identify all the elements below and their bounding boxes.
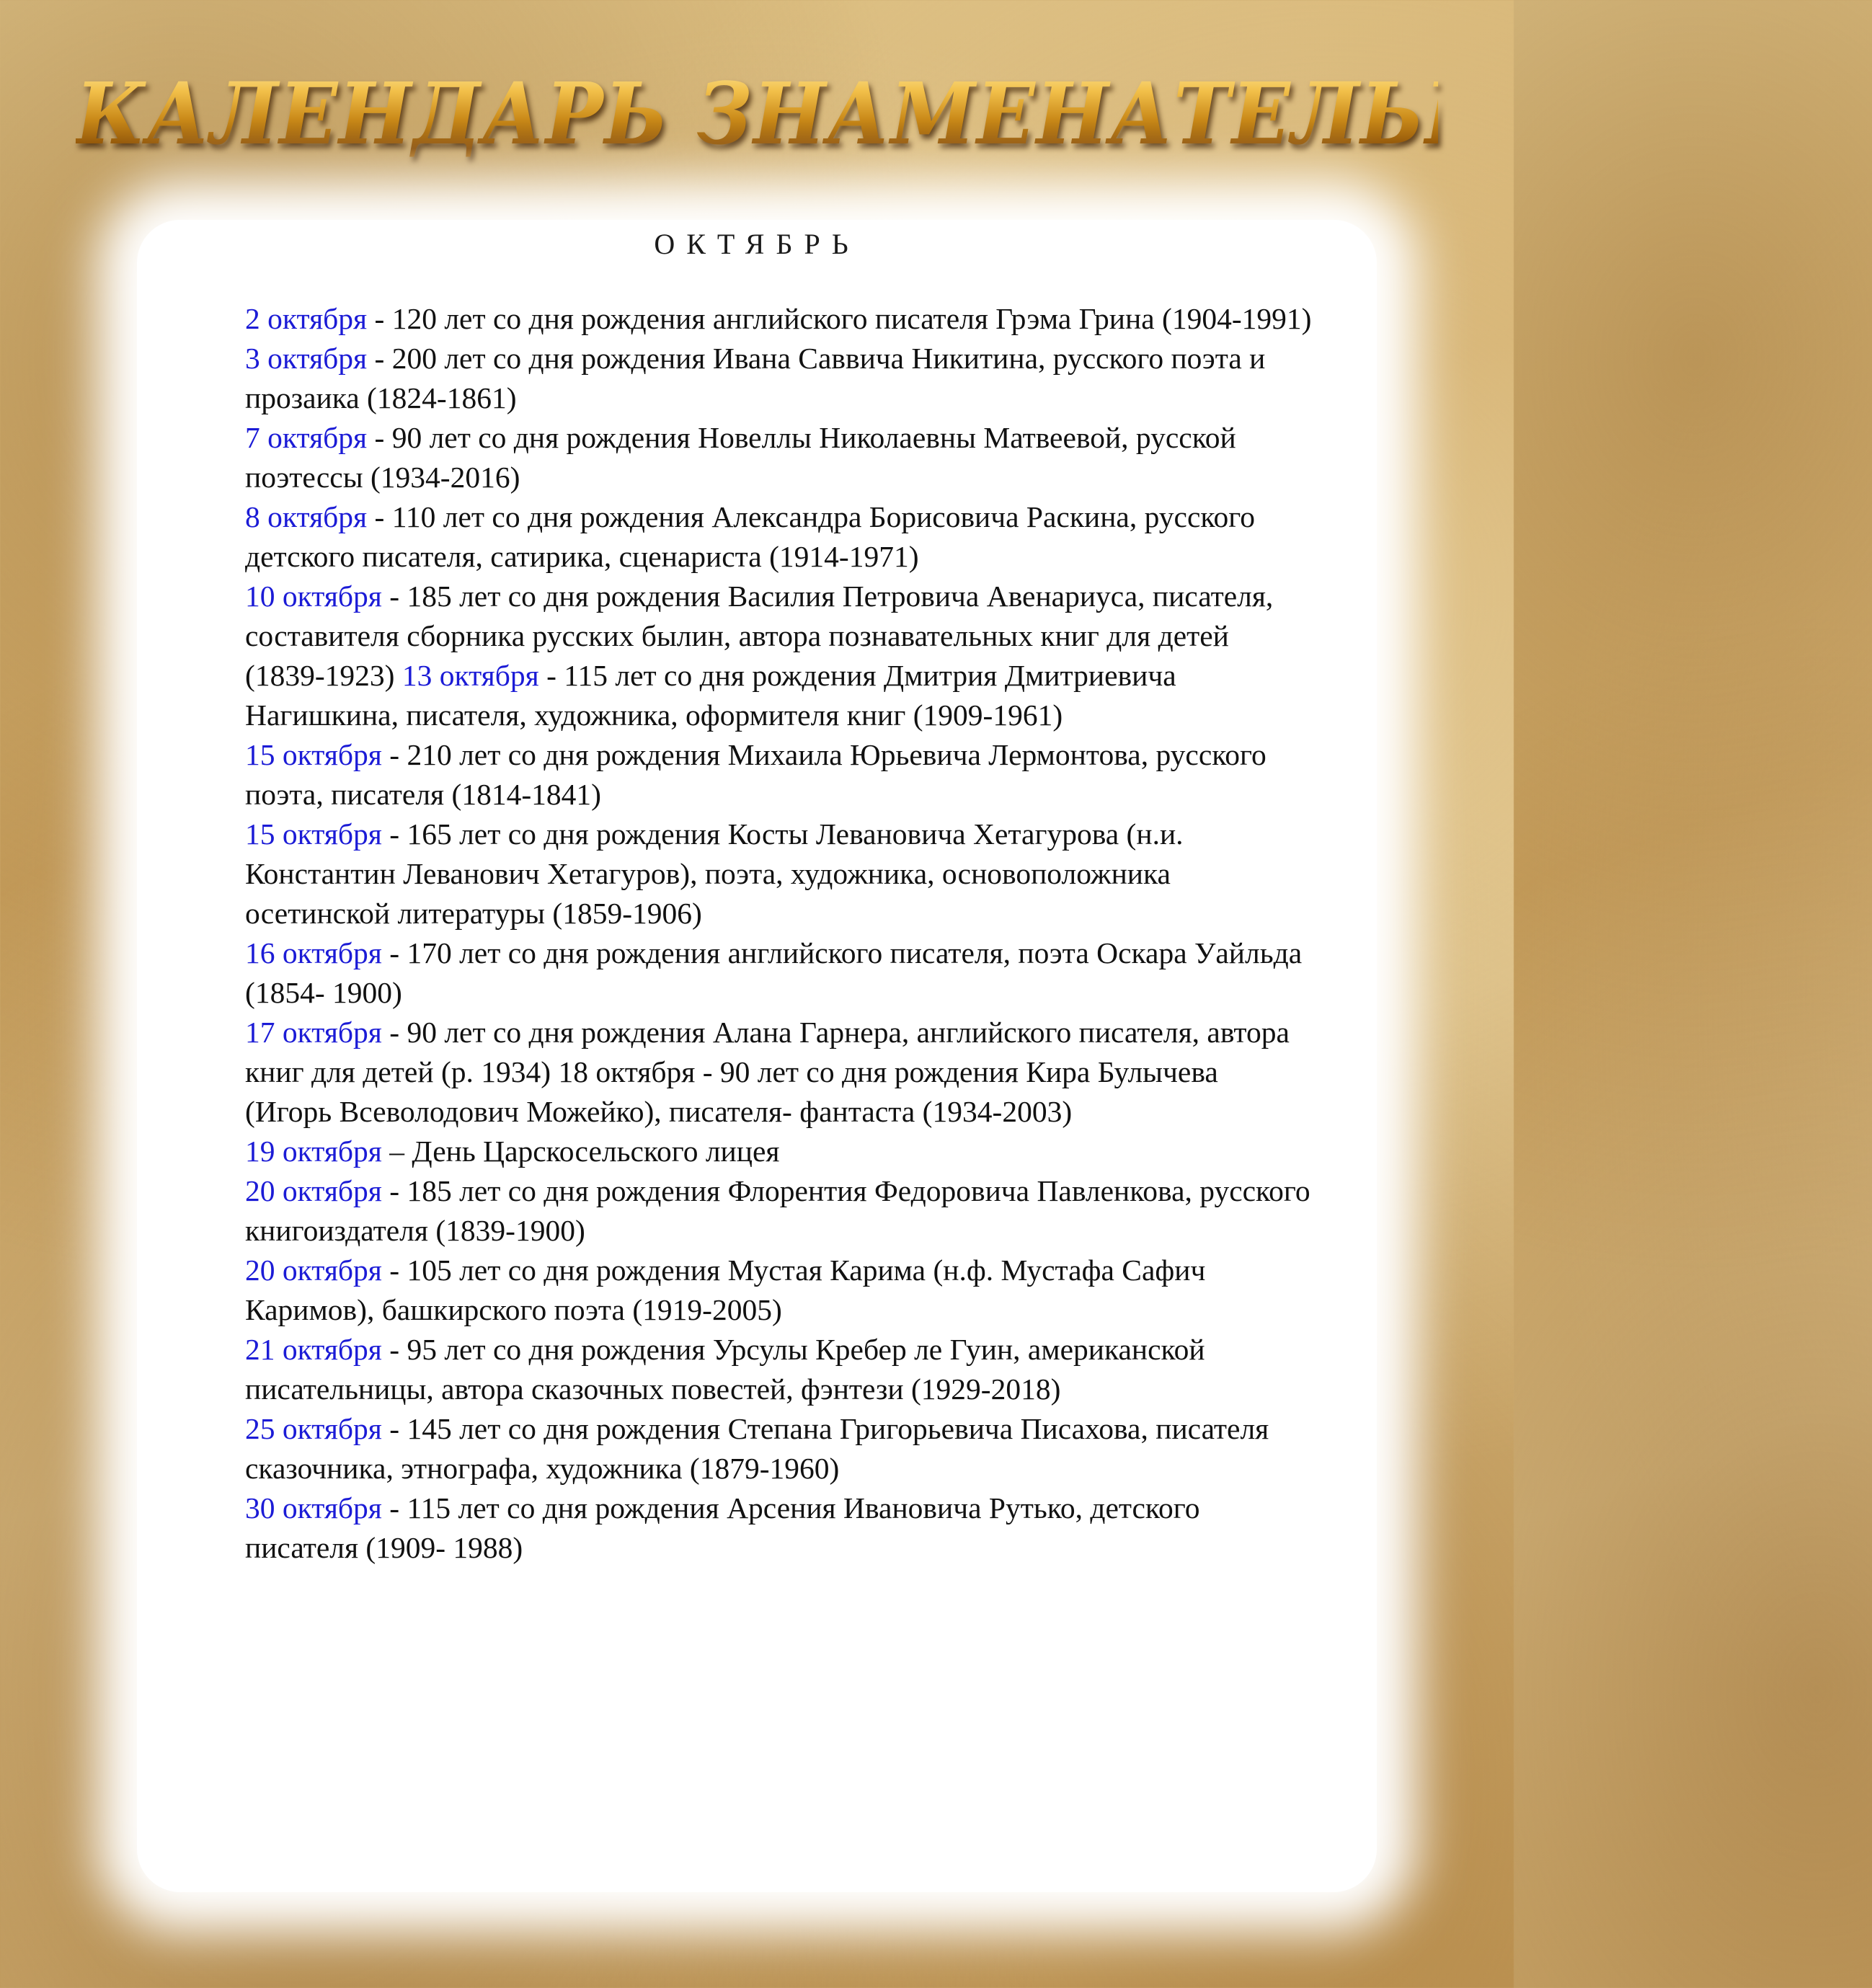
- entry-text: 185 лет со дня рождения Флорентия Федоровича Павленкова, русского книгоиздателя (1839-1900): [245, 1174, 1310, 1247]
- entry-text: 115 лет со дня рождения Арсения Ивановича Рутько, детского писателя (1909- 1988): [245, 1491, 1200, 1564]
- entry-oct-8: [245, 497, 1312, 577]
- entry-date: 15 октября: [245, 738, 382, 771]
- entry-date: 16 октября: [245, 936, 382, 969]
- entry-text: 210 лет со дня рождения Михаила Юрьевича Лермонтова, русского поэта, писателя (1814-1841): [245, 738, 1267, 811]
- entry-date: 10 октября: [245, 580, 382, 613]
- page-title: КАЛЕНДАРЬ ЗНАМЕНАТЕЛЬНЫХ ДАТ: [76, 56, 1438, 172]
- entry-text: 200 лет со дня рождения Ивана Саввича Никитина, русского поэта и прозаика (1824-1861): [245, 342, 1266, 414]
- entry-date: 30 октября: [245, 1491, 382, 1525]
- entry-separator: -: [367, 500, 392, 533]
- entry-oct-17: [245, 1013, 1312, 1132]
- entry-separator: -: [538, 659, 564, 692]
- entry-oct-21: [245, 1330, 1312, 1409]
- entry-date: 20 октября: [245, 1174, 382, 1207]
- entry-oct-25: [245, 1409, 1312, 1488]
- entry-separator: -: [367, 421, 392, 454]
- entry-separator: -: [381, 936, 407, 969]
- entry-date: 7 октября: [245, 421, 368, 454]
- entry-separator: -: [381, 1412, 407, 1445]
- entry-oct-3: [245, 339, 1312, 418]
- entry-oct-30: [245, 1488, 1312, 1568]
- entry-separator: -: [367, 342, 392, 375]
- entry-date: 8 октября: [245, 500, 368, 533]
- entry-date: 21 октября: [245, 1333, 382, 1366]
- entry-separator: -: [381, 738, 407, 771]
- entry-text: 120 лет со дня рождения английского писателя Грэма Грина (1904-1991): [391, 302, 1312, 335]
- entry-text: 90 лет со дня рождения Алана Гарнера, английского писателя, автора книг для детей (р. 1934) 18 октября - 90 лет со дня рождения Кира Булычева (Игорь Всеволодович Можейко), писателя- фантаста (1934-2003): [245, 1016, 1290, 1128]
- entry-oct-15-a: [245, 735, 1312, 815]
- entry-oct-20-b: [245, 1251, 1312, 1330]
- entry-oct-20-a: [245, 1171, 1312, 1251]
- entry-date: 20 октября: [245, 1253, 382, 1287]
- entry-separator: -: [381, 1491, 407, 1525]
- entry-oct-16: [245, 933, 1312, 1013]
- entry-text: 90 лет со дня рождения Новеллы Николаевны Матвеевой, русской поэтессы (1934-2016): [245, 421, 1236, 494]
- entry-text: 165 лет со дня рождения Косты Левановича Хетагурова (н.и. Константин Леванович Хетагуров), поэта, художника, основоположника осетинской литературы (1859-1906): [245, 817, 1184, 930]
- entry-text: 110 лет со дня рождения Александра Борисовича Раскина, русского детского писателя, сатирика, сценариста (1914-1971): [245, 500, 1255, 573]
- entry-separator: -: [367, 302, 392, 335]
- entry-date: 15 октября: [245, 817, 382, 851]
- entry-separator: -: [381, 580, 407, 613]
- entry-oct-15-b: [245, 815, 1312, 933]
- entry-separator: -: [381, 817, 407, 851]
- month-heading: ОКТЯБРЬ: [654, 228, 860, 260]
- entry-separator: -: [381, 1253, 407, 1287]
- entry-oct-7: [245, 418, 1312, 497]
- entry-date: 19 октября: [245, 1135, 382, 1168]
- entry-text: День Царскосельского лицея: [412, 1135, 780, 1168]
- entry-separator: –: [381, 1135, 412, 1168]
- entry-date: 3 октября: [245, 342, 368, 375]
- entry-date: 17 октября: [245, 1016, 382, 1049]
- entry-date: 2 октября: [245, 302, 368, 335]
- entry-text: 145 лет со дня рождения Степана Григорьевича Писахова, писателя сказочника, этнографа, художника (1879-1960): [245, 1412, 1269, 1485]
- entry-text-inline: 115 лет со дня рождения Дмитрия Дмитриевича Нагишкина, писателя, художника, оформителя книг (1909-1961): [245, 659, 1176, 732]
- entry-separator: -: [381, 1016, 407, 1049]
- entry-date-inline: 13 октября: [402, 659, 539, 692]
- entry-separator: -: [381, 1174, 407, 1207]
- entry-text: 170 лет со дня рождения английского писателя, поэта Оскара Уайльда (1854- 1900): [245, 936, 1303, 1009]
- entry-text: 105 лет со дня рождения Мустая Карима (н.ф. Мустафа Сафич Каримов), башкирского поэта (1919-2005): [245, 1253, 1206, 1326]
- entry-text: 185 лет со дня рождения Василия Петровича Авенариуса, писателя, составителя сборника русских былин, автора познавательных книг для детей (1839-1923): [245, 580, 1274, 692]
- entry-oct-19: [245, 1132, 1312, 1171]
- entry-text: 95 лет со дня рождения Урсулы Кребер ле Гуин, американской писательницы, автора сказочных повестей, фэнтези (1929-2018): [245, 1333, 1205, 1406]
- entry-oct-2: [245, 299, 1312, 339]
- entry-oct-10: [245, 577, 1312, 735]
- entry-date: 25 октября: [245, 1412, 382, 1445]
- entry-separator: -: [381, 1333, 407, 1366]
- entries-list: [245, 299, 1312, 1568]
